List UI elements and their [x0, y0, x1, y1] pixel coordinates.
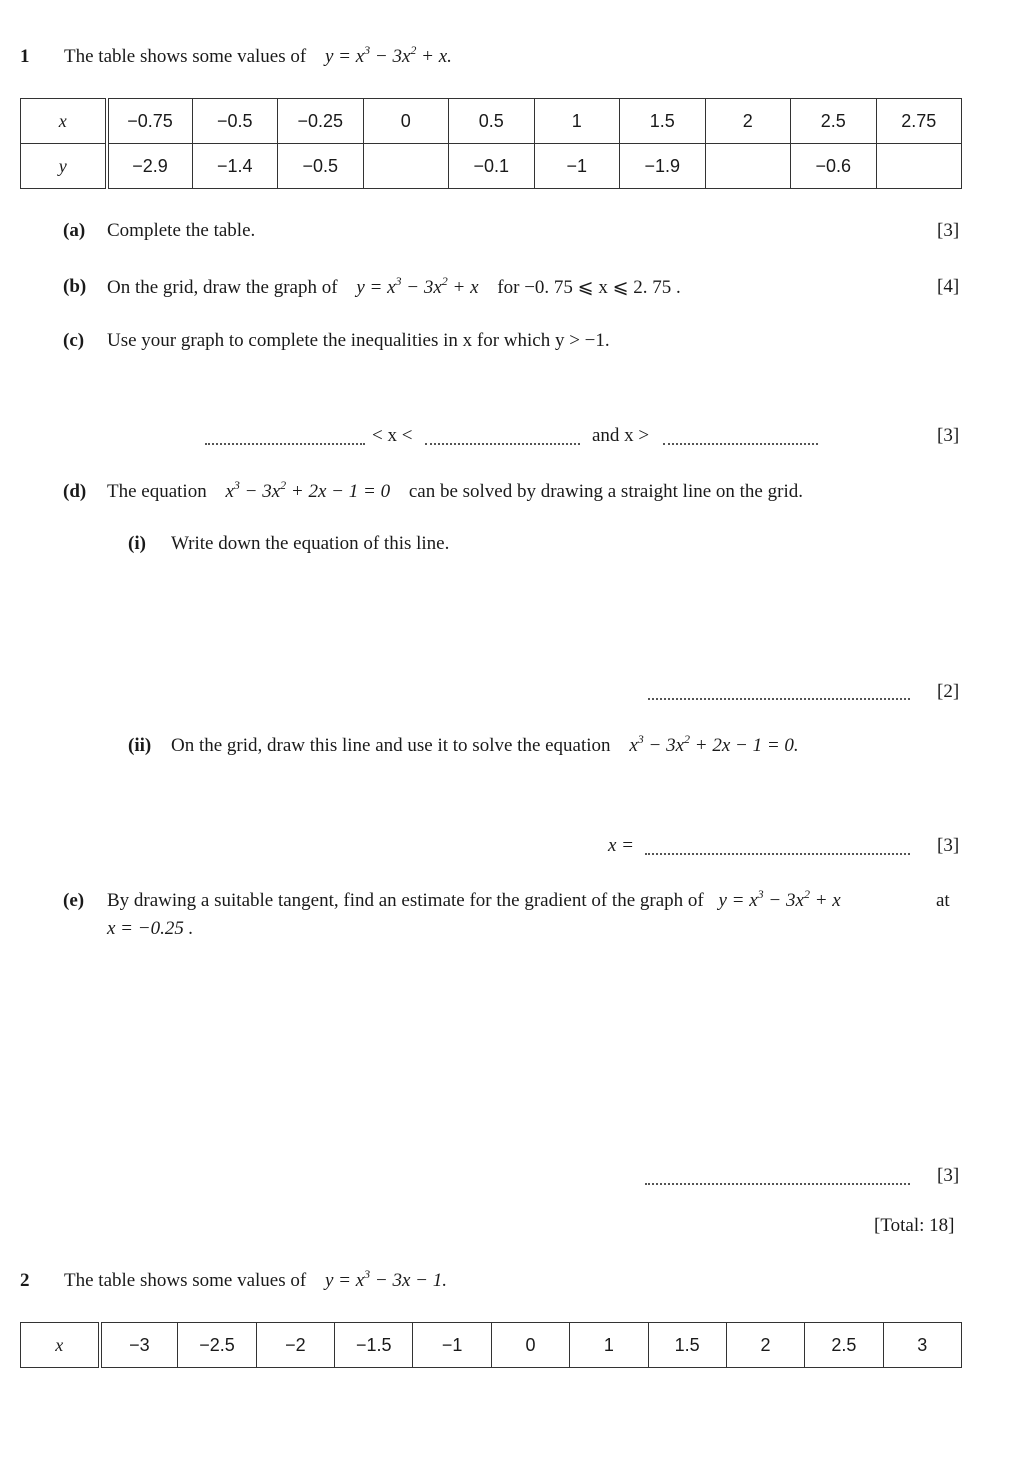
- answer-line[interactable]: [663, 442, 818, 445]
- part-label-a: (a): [63, 220, 86, 241]
- answer-line[interactable]: [425, 442, 580, 445]
- marks-b: [4]: [937, 276, 960, 297]
- table-cell: 0.5: [449, 99, 535, 144]
- subpart-ii-text: On the grid, draw this line and use it to solve the equation $x^3 - 3x^2 + 2x - 1 = 0$.: [171, 732, 799, 756]
- x-row: [21, 99, 962, 144]
- table-cell: −1: [534, 144, 620, 189]
- table-cell: 1: [570, 1323, 648, 1368]
- table-cell: 2: [726, 1323, 804, 1368]
- part-label-b: (b): [63, 276, 87, 297]
- table-cell: −2.9: [107, 144, 193, 189]
- inequality-symbol: < x <: [372, 425, 413, 446]
- part-e-line2: x = −0.25 .: [107, 918, 194, 939]
- table-cell: −0.5: [192, 99, 278, 144]
- table-cell: −1.4: [192, 144, 278, 189]
- marks-e: [3]: [937, 1165, 960, 1186]
- table-cell: 2.5: [805, 1323, 883, 1368]
- marks-a: [3]: [937, 220, 960, 241]
- marks-d-ii: [3]: [937, 835, 960, 856]
- table-cell: 0: [491, 1323, 569, 1368]
- part-d-text: The equation $x^3 - 3x^2 + 2x - 1 = 0$ can be solved by drawing a straight line on the grid.: [107, 478, 803, 502]
- equation: $y = x^3 - 3x - 1$.: [324, 1267, 447, 1291]
- range-text: for −0. 75 ⩽ x ⩽ 2. 75 .: [497, 277, 681, 298]
- table-cell: 1: [534, 99, 620, 144]
- subpart-label-ii: (ii): [128, 735, 152, 756]
- table-cell[interactable]: [705, 144, 791, 189]
- table-cell: −2: [256, 1323, 334, 1368]
- table-cell: −1.5: [335, 1323, 413, 1368]
- table-cell: −0.1: [449, 144, 535, 189]
- total-marks: [Total: 18]: [874, 1215, 955, 1236]
- equation: $y = x^3 - 3x^2 + x$: [718, 887, 841, 911]
- intro-text: The table shows some values of: [64, 1270, 307, 1291]
- table-cell: −1: [413, 1323, 491, 1368]
- part-label-d: (d): [63, 481, 87, 502]
- table-cell: −3: [100, 1323, 178, 1368]
- equation: $x^3 - 3x^2 + 2x - 1 = 0$.: [629, 732, 799, 756]
- table-cell: 2.5: [791, 99, 877, 144]
- part-c-text: Use your graph to complete the inequalities in x for which y > −1.: [107, 330, 610, 351]
- table-cell: −1.9: [620, 144, 706, 189]
- table-cell: 2.75: [876, 99, 962, 144]
- question-number: 2: [20, 1270, 30, 1291]
- part-e-text: By drawing a suitable tangent, find an estimate for the gradient of the graph of $y = x^3 - 3x^2 + x$: [107, 887, 841, 911]
- table-cell: −0.6: [791, 144, 877, 189]
- equation: $y = x^3 - 3x^2 + x$: [356, 274, 479, 298]
- marks-d-i: [2]: [937, 681, 960, 702]
- table-cell[interactable]: [363, 144, 449, 189]
- at-text: at: [936, 890, 950, 911]
- table-cell: 3: [883, 1323, 961, 1368]
- values-table: [20, 1322, 962, 1368]
- values-table: [20, 98, 962, 189]
- question-intro: [64, 1267, 447, 1292]
- y-header: y: [21, 144, 107, 189]
- table-cell: −0.25: [278, 99, 364, 144]
- y-row: [21, 144, 962, 189]
- subpart-label-i: (i): [128, 533, 146, 554]
- part-label-c: (c): [63, 330, 85, 351]
- answer-line[interactable]: [645, 1182, 910, 1185]
- x-row: [21, 1323, 962, 1368]
- table-cell: 1.5: [648, 1323, 726, 1368]
- part-label-e: (e): [63, 890, 85, 911]
- table-cell: 0: [363, 99, 449, 144]
- x-header: x: [21, 1323, 100, 1368]
- table-cell[interactable]: [876, 144, 962, 189]
- equation: $y = x^3 - 3x^2 + x$.: [324, 43, 452, 67]
- table-cell: 1.5: [620, 99, 706, 144]
- equation: $x^3 - 3x^2 + 2x - 1 = 0$: [225, 478, 391, 502]
- answer-line[interactable]: [645, 852, 910, 855]
- part-a-text: Complete the table.: [107, 220, 256, 241]
- table-cell: 2: [705, 99, 791, 144]
- answer-line[interactable]: [205, 442, 365, 445]
- question-intro: [64, 43, 452, 68]
- marks-c: [3]: [937, 425, 960, 446]
- table-cell: −0.75: [107, 99, 193, 144]
- x-header: x: [21, 99, 107, 144]
- part-b-text: On the grid, draw the graph of $y = x^3 - 3x^2 + x$ for −0. 75 ⩽ x ⩽ 2. 75 .: [107, 274, 681, 298]
- table-cell: −0.5: [278, 144, 364, 189]
- subpart-i-text: Write down the equation of this line.: [171, 533, 450, 554]
- intro-text: The table shows some values of: [64, 46, 307, 67]
- answer-label: x =: [608, 835, 635, 856]
- question-number: 1: [20, 46, 30, 67]
- answer-line[interactable]: [648, 697, 910, 700]
- and-text: and x >: [592, 425, 650, 446]
- table-cell: −2.5: [178, 1323, 256, 1368]
